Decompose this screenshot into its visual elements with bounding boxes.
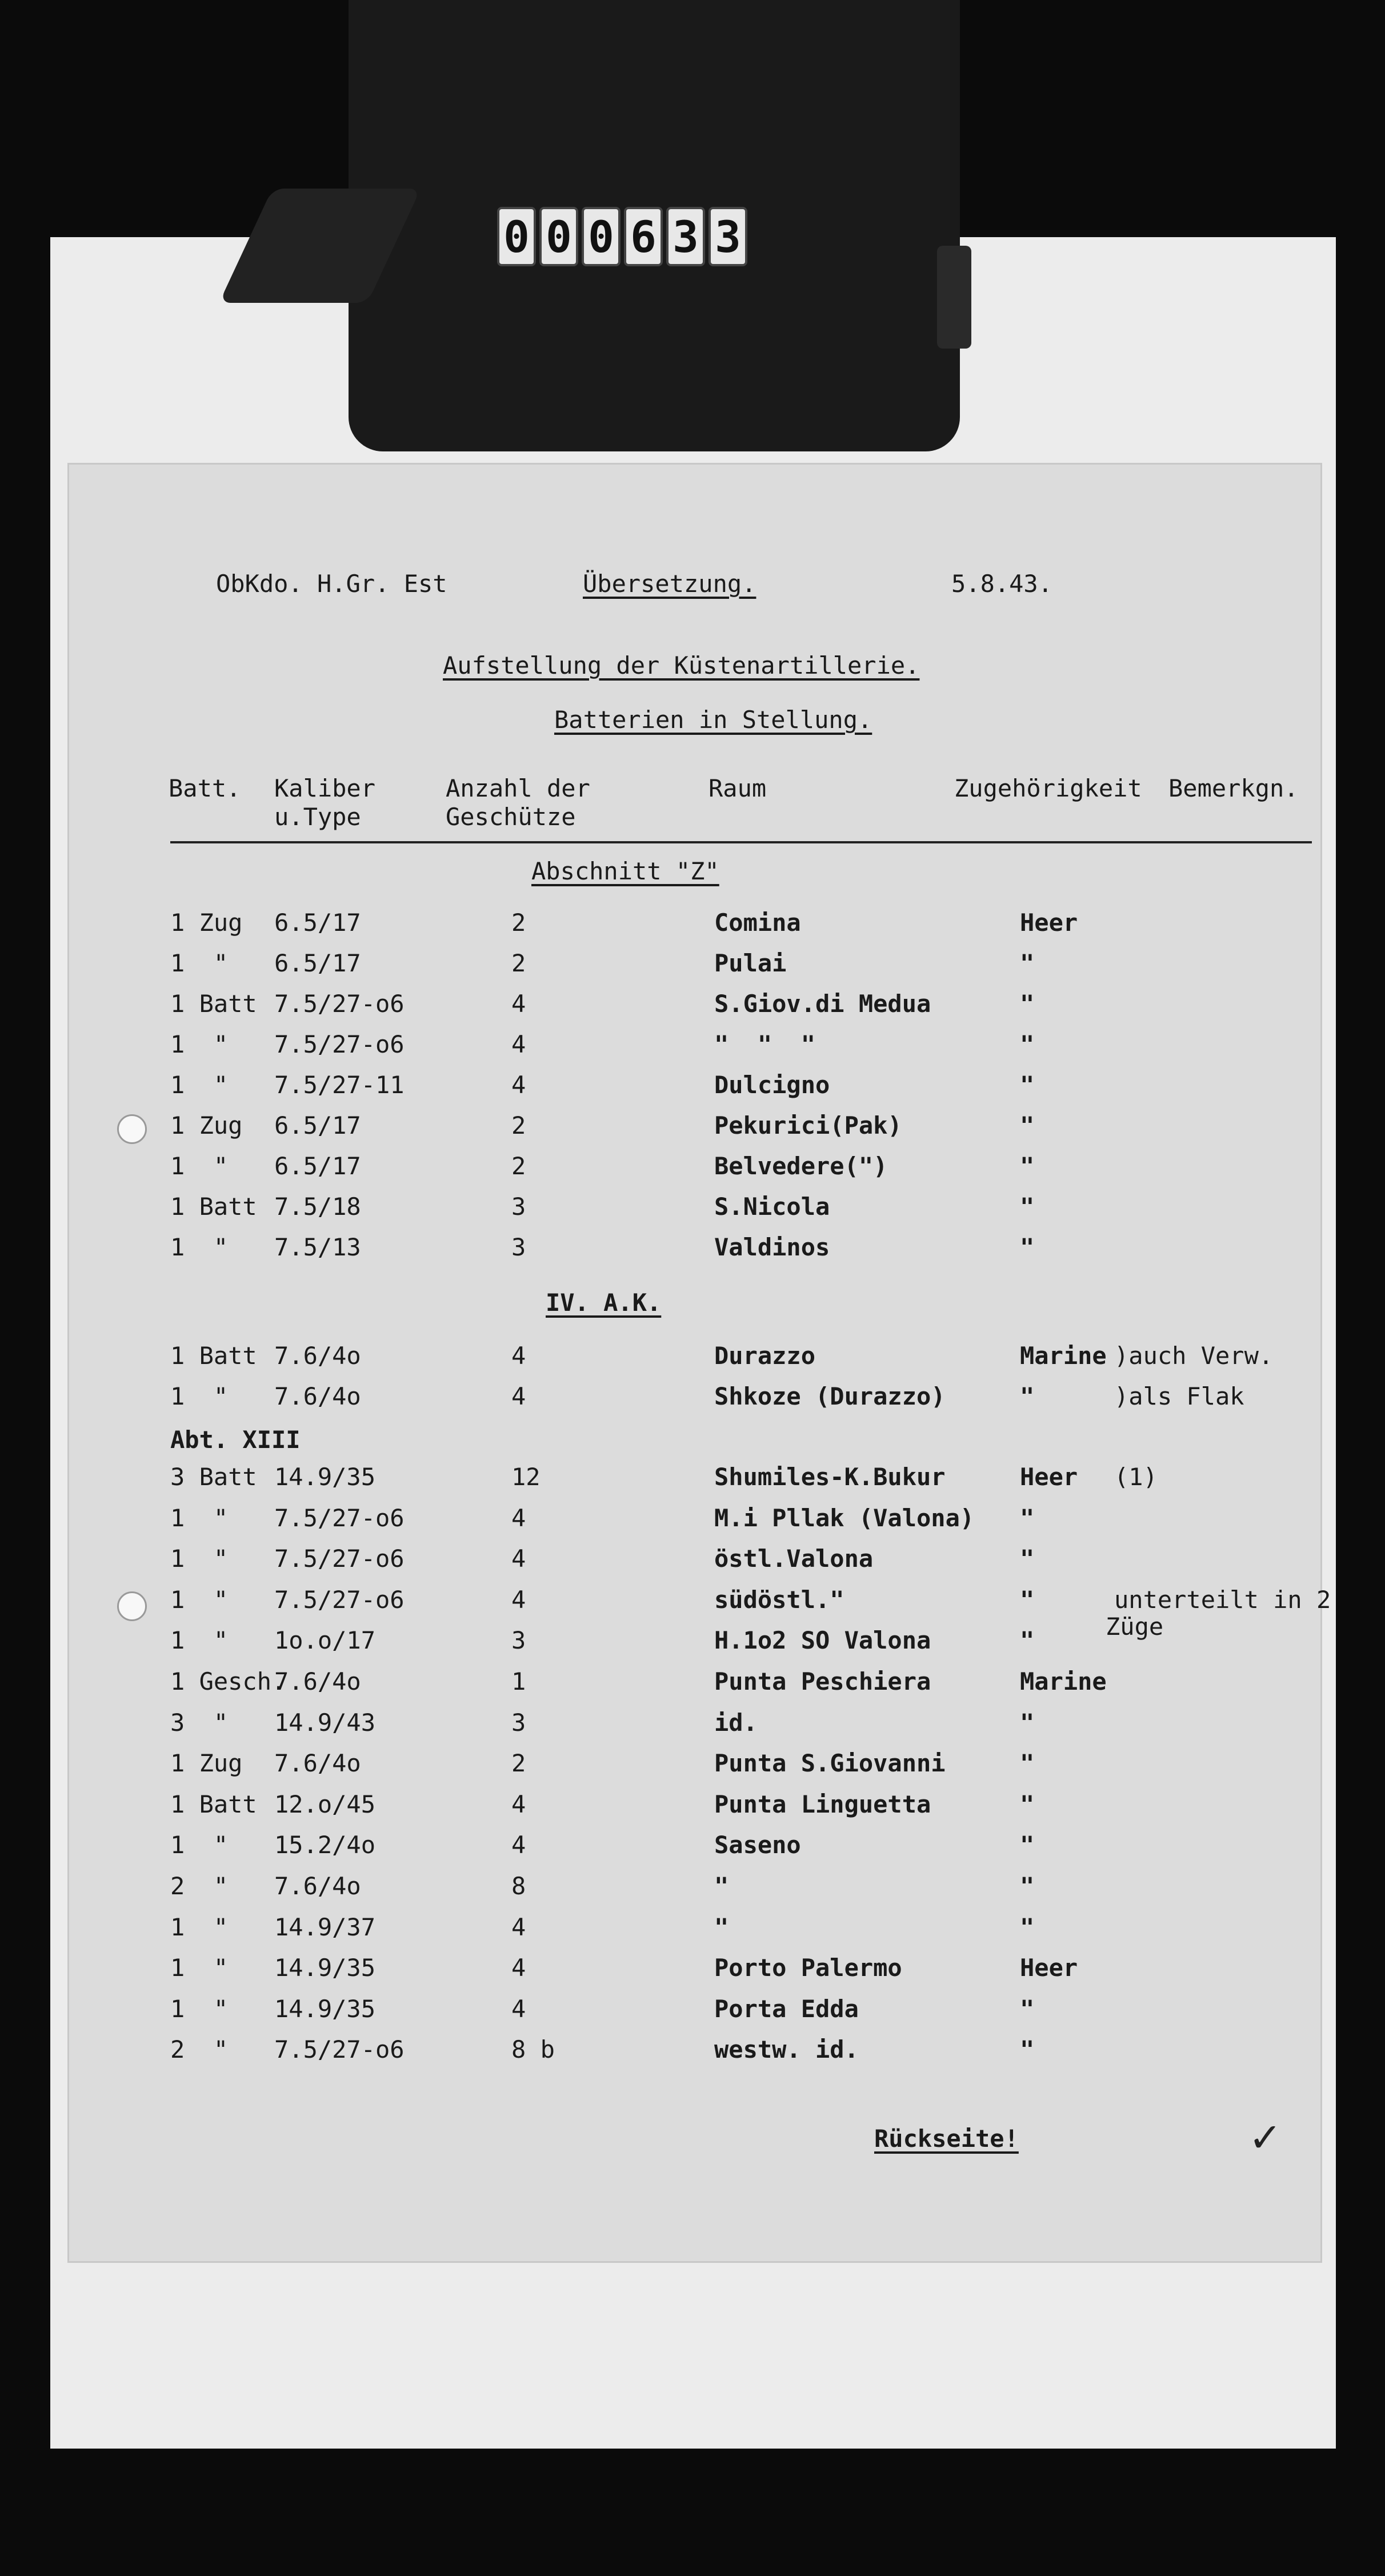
punch-hole-top — [117, 1114, 147, 1144]
cell-kaliber: 14.9/35 — [274, 1463, 376, 1491]
cell-raum: Durazzo — [714, 1342, 816, 1370]
cell-raum: S.Nicola — [714, 1193, 830, 1221]
cell-zugehoerigkeit: " — [1020, 990, 1035, 1018]
cell-raum: östl.Valona — [714, 1545, 874, 1573]
cell-raum: Comina — [714, 909, 801, 937]
cell-raum: " — [714, 1872, 729, 1900]
cell-raum: H.1o2 SO Valona — [714, 1626, 931, 1655]
cell-batt: 1 Batt — [170, 990, 257, 1018]
cell-batt: 1 " — [170, 1503, 229, 1532]
cell-anzahl: 3 — [511, 1193, 526, 1221]
cell-zugehoerigkeit: " — [1020, 1382, 1035, 1410]
cell-raum: Belvedere(") — [714, 1152, 888, 1180]
section-iv-ak: IV. A.K. — [546, 1289, 662, 1317]
counter-digit: 6 — [624, 207, 663, 266]
cell-bemerkungen: )auch Verw. — [1114, 1342, 1274, 1370]
cell-anzahl: 2 — [511, 1152, 526, 1180]
header-type: Übersetzung. — [583, 570, 756, 598]
cell-batt: 2 " — [170, 1872, 229, 1900]
cell-anzahl: 4 — [511, 1790, 526, 1818]
cell-anzahl: 8 — [511, 1872, 526, 1900]
cell-bemerkungen: (1) — [1114, 1463, 1158, 1491]
cell-raum: Porto Palermo — [714, 1954, 902, 1982]
cell-kaliber: 1o.o/17 — [274, 1626, 376, 1655]
col-zugehoerigkeit: Zugehörigkeit — [954, 774, 1142, 802]
cell-anzahl: 4 — [511, 1503, 526, 1532]
cell-zugehoerigkeit: " — [1020, 1545, 1035, 1573]
cell-bemerkungen: )als Flak — [1114, 1382, 1244, 1410]
cell-zugehoerigkeit: " — [1020, 1030, 1035, 1058]
cell-zugehoerigkeit: " — [1020, 1111, 1035, 1139]
cell-batt: 1 " — [170, 1071, 229, 1099]
header-rule — [170, 841, 1312, 843]
cell-zugehoerigkeit: Heer — [1020, 909, 1078, 937]
cell-zugehoerigkeit: Marine — [1020, 1667, 1107, 1695]
col-anzahl: Anzahl der — [446, 774, 590, 802]
cell-raum: Pekurici(Pak) — [714, 1111, 902, 1139]
header-sender: ObKdo. H.Gr. Est — [216, 570, 447, 598]
cell-kaliber: 7.6/4o — [274, 1382, 361, 1410]
cell-batt: 1 " — [170, 1585, 229, 1614]
counter-digit: 3 — [666, 207, 705, 266]
header-date: 5.8.43. — [951, 570, 1053, 598]
cell-batt: 1 Zug — [170, 1111, 243, 1139]
cell-raum: M.i Pllak (Valona) — [714, 1503, 975, 1532]
cell-kaliber: 7.5/27-o6 — [274, 990, 405, 1018]
cell-zugehoerigkeit: " — [1020, 1749, 1035, 1778]
cell-batt: 1 Zug — [170, 909, 243, 937]
cell-zugehoerigkeit: Marine — [1020, 1342, 1107, 1370]
section-abschnitt-z: Abschnitt "Z" — [531, 857, 719, 885]
col-bemerkungen: Bemerkgn. — [1168, 774, 1299, 802]
cell-anzahl: 1 — [511, 1667, 526, 1695]
cell-batt: 1 " — [170, 1954, 229, 1982]
cell-raum: westw. id. — [714, 2035, 859, 2064]
cell-zugehoerigkeit: " — [1020, 1071, 1035, 1099]
cell-zugehoerigkeit: " — [1020, 1233, 1035, 1261]
cell-zugehoerigkeit: " — [1020, 1994, 1035, 2023]
document-title: Aufstellung der Küstenartillerie. — [443, 651, 920, 679]
cell-anzahl: 4 — [511, 1071, 526, 1099]
footer-rueckseite: Rückseite! — [874, 2125, 1019, 2153]
cell-anzahl: 8 b — [511, 2035, 555, 2064]
cell-raum: Punta S.Giovanni — [714, 1749, 946, 1778]
cell-batt: 1 " — [170, 1913, 229, 1941]
cell-bemerkungen: unterteilt in 2 — [1114, 1585, 1331, 1614]
cell-anzahl: 3 — [511, 1708, 526, 1737]
cell-batt: 1 " — [170, 1831, 229, 1859]
cell-batt: 1 Batt — [170, 1790, 257, 1818]
cell-kaliber: 7.5/27-o6 — [274, 1545, 405, 1573]
cell-zugehoerigkeit: " — [1020, 2035, 1035, 2064]
cell-anzahl: 4 — [511, 1994, 526, 2023]
punch-hole-bottom — [117, 1591, 147, 1621]
cell-anzahl: 4 — [511, 1545, 526, 1573]
cell-kaliber: 12.o/45 — [274, 1790, 376, 1818]
cell-raum: südöstl." — [714, 1585, 844, 1614]
cell-anzahl: 2 — [511, 1749, 526, 1778]
cell-kaliber: 7.5/27-o6 — [274, 1030, 405, 1058]
cell-batt: 1 " — [170, 1233, 229, 1261]
cell-batt: 2 " — [170, 2035, 229, 2064]
cell-batt: 1 " — [170, 1382, 229, 1410]
frame-counter — [497, 207, 747, 264]
counter-digit: 3 — [708, 207, 747, 266]
cell-raum: Valdinos — [714, 1233, 830, 1261]
cell-raum: Dulcigno — [714, 1071, 830, 1099]
cell-anzahl: 4 — [511, 1030, 526, 1058]
cell-raum: Shkoze (Durazzo) — [714, 1382, 946, 1410]
cell-batt: 1 " — [170, 1626, 229, 1655]
counter-digit: 0 — [539, 207, 578, 266]
cell-anzahl: 4 — [511, 990, 526, 1018]
cell-kaliber: 7.5/27-o6 — [274, 1585, 405, 1614]
cell-batt: 3 Batt — [170, 1463, 257, 1491]
remark-zuege: Züge — [1106, 1613, 1164, 1641]
cell-zugehoerigkeit: " — [1020, 1152, 1035, 1180]
cell-kaliber: 15.2/4o — [274, 1831, 376, 1859]
cell-raum: id. — [714, 1708, 758, 1737]
cell-raum: Porta Edda — [714, 1994, 859, 2023]
cell-anzahl: 4 — [511, 1585, 526, 1614]
cell-anzahl: 3 — [511, 1233, 526, 1261]
cell-batt: 1 Gesch. — [170, 1667, 286, 1695]
col-kaliber: Kaliber — [274, 774, 376, 802]
cell-anzahl: 3 — [511, 1626, 526, 1655]
device-knob — [937, 246, 971, 349]
cell-kaliber: 6.5/17 — [274, 949, 361, 977]
pencil-check-mark: ✓ — [1248, 2114, 1282, 2161]
cell-batt: 1 " — [170, 1030, 229, 1058]
cell-zugehoerigkeit: Heer — [1020, 1463, 1078, 1491]
col-batt: Batt. — [169, 774, 241, 802]
cell-kaliber: 6.5/17 — [274, 1111, 361, 1139]
col-geschuetze: Geschütze — [446, 803, 576, 831]
cell-zugehoerigkeit: Heer — [1020, 1954, 1078, 1982]
cell-raum: S.Giov.di Medua — [714, 990, 931, 1018]
cell-zugehoerigkeit: " — [1020, 1585, 1035, 1614]
cell-batt: 1 " — [170, 1152, 229, 1180]
cell-anzahl: 2 — [511, 1111, 526, 1139]
col-kaliber-type: u.Type — [274, 803, 361, 831]
cell-kaliber: 7.6/4o — [274, 1342, 361, 1370]
cell-kaliber: 7.6/4o — [274, 1667, 361, 1695]
cell-batt: 3 " — [170, 1708, 229, 1737]
cell-batt: 1 " — [170, 1994, 229, 2023]
document-subtitle: Batterien in Stellung. — [554, 706, 872, 734]
cell-batt: 1 " — [170, 1545, 229, 1573]
cell-anzahl: 2 — [511, 949, 526, 977]
cell-kaliber: 6.5/17 — [274, 909, 361, 937]
cell-kaliber: 7.5/13 — [274, 1233, 361, 1261]
cell-raum: Shumiles-K.Bukur — [714, 1463, 946, 1491]
cell-batt: 1 Zug — [170, 1749, 243, 1778]
cell-kaliber: 14.9/35 — [274, 1954, 376, 1982]
cell-zugehoerigkeit: " — [1020, 1790, 1035, 1818]
cell-batt: 1 Batt — [170, 1193, 257, 1221]
cell-batt: 1 Batt — [170, 1342, 257, 1370]
cell-raum: Punta Linguetta — [714, 1790, 931, 1818]
cell-kaliber: 7.5/27-o6 — [274, 1503, 405, 1532]
cell-batt: 1 " — [170, 949, 229, 977]
cell-anzahl: 4 — [511, 1342, 526, 1370]
cell-zugehoerigkeit: " — [1020, 1913, 1035, 1941]
section-abt-xiii: Abt. XIII — [170, 1426, 301, 1454]
cell-kaliber: 14.9/35 — [274, 1994, 376, 2023]
cell-kaliber: 7.6/4o — [274, 1749, 361, 1778]
cell-zugehoerigkeit: " — [1020, 949, 1035, 977]
cell-kaliber: 14.9/37 — [274, 1913, 376, 1941]
cell-zugehoerigkeit: " — [1020, 1626, 1035, 1655]
cell-raum: Saseno — [714, 1831, 801, 1859]
cell-kaliber: 14.9/43 — [274, 1708, 376, 1737]
cell-anzahl: 12 — [511, 1463, 541, 1491]
cell-zugehoerigkeit: " — [1020, 1831, 1035, 1859]
cell-anzahl: 4 — [511, 1913, 526, 1941]
counter-digit: 0 — [582, 207, 621, 266]
cell-zugehoerigkeit: " — [1020, 1503, 1035, 1532]
cell-zugehoerigkeit: " — [1020, 1708, 1035, 1737]
cell-zugehoerigkeit: " — [1020, 1193, 1035, 1221]
cell-raum: " — [714, 1913, 729, 1941]
cell-raum: Punta Peschiera — [714, 1667, 931, 1695]
counter-digit: 0 — [497, 207, 536, 266]
cell-zugehoerigkeit: " — [1020, 1872, 1035, 1900]
cell-anzahl: 4 — [511, 1954, 526, 1982]
cell-anzahl: 4 — [511, 1382, 526, 1410]
cell-kaliber: 7.5/27-o6 — [274, 2035, 405, 2064]
cell-kaliber: 7.5/27-11 — [274, 1071, 405, 1099]
cell-anzahl: 2 — [511, 909, 526, 937]
cell-anzahl: 4 — [511, 1831, 526, 1859]
cell-raum: " " " — [714, 1030, 816, 1058]
cell-kaliber: 6.5/17 — [274, 1152, 361, 1180]
cell-kaliber: 7.6/4o — [274, 1872, 361, 1900]
cell-kaliber: 7.5/18 — [274, 1193, 361, 1221]
col-raum: Raum — [708, 774, 767, 802]
cell-raum: Pulai — [714, 949, 787, 977]
